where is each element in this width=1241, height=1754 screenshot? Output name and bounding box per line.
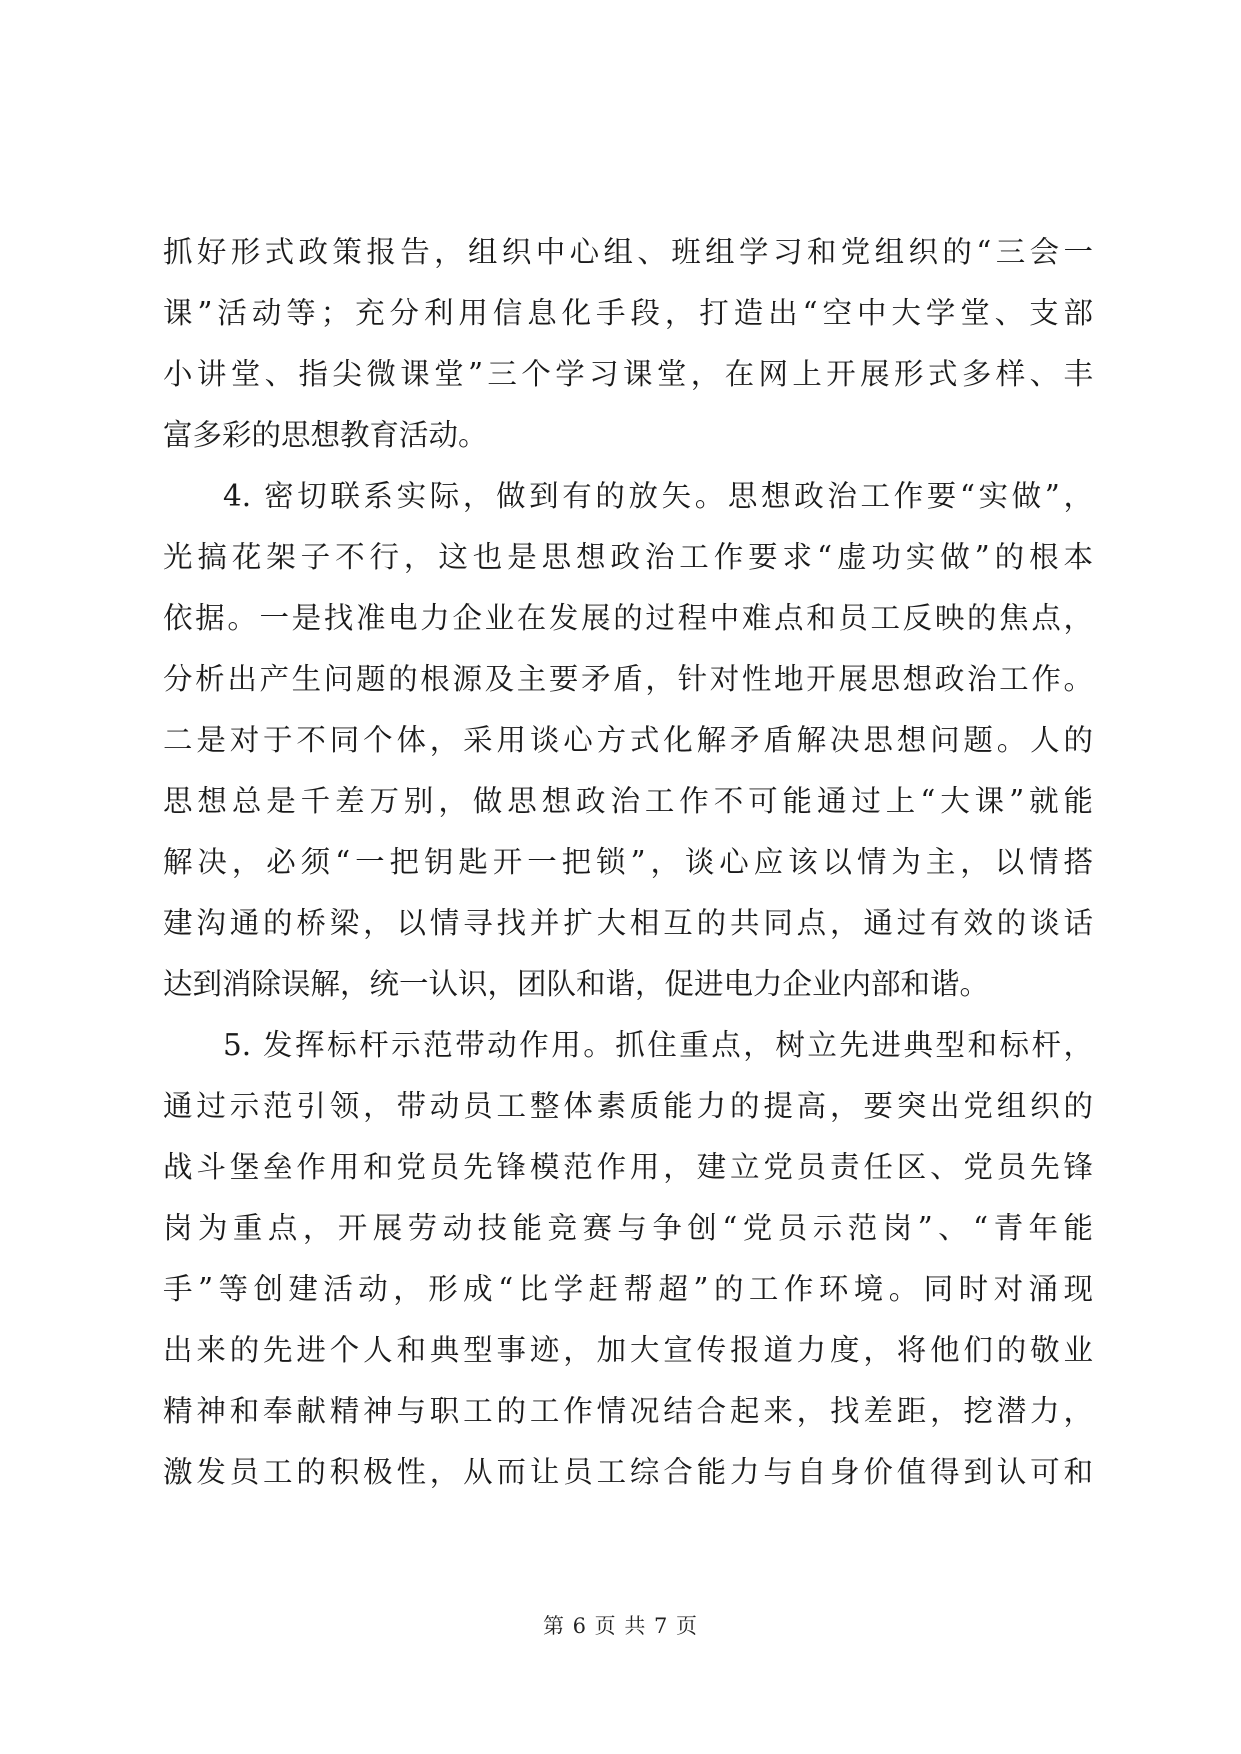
text-line: 达到消除误解，统一认识，团队和谐，促进电力企业内部和谐。	[163, 967, 990, 1001]
text-line: 5. 发挥标杆示范带动作用。抓住重点，树立先进典型和标杆，	[223, 1028, 1093, 1062]
text-line: 二是对于不同个体，采用谈心方式化解矛盾解决思想问题。人的	[163, 723, 1093, 757]
text-line: 小讲堂、指尖微课堂”三个学习课堂，在网上开展形式多样、丰	[163, 357, 1093, 391]
text-line: 4. 密切联系实际，做到有的放矢。思想政治工作要“实做”，	[223, 479, 1093, 513]
text-line: 富多彩的思想教育活动。	[163, 418, 488, 452]
text-line: 手”等创建活动，形成“比学赶帮超”的工作环境。同时对涌现	[163, 1272, 1093, 1306]
page-number-footer: 第 6 页 共 7 页	[542, 1614, 699, 1638]
text-line: 战斗堡垒作用和党员先锋模范作用，建立党员责任区、党员先锋	[163, 1150, 1093, 1184]
text-line: 光搞花架子不行，这也是思想政治工作要求“虚功实做”的根本	[163, 540, 1093, 574]
text-line: 出来的先进个人和典型事迹，加大宣传报道力度，将他们的敬业	[163, 1333, 1093, 1367]
text-line: 分析出产生问题的根源及主要矛盾，针对性地开展思想政治工作。	[163, 662, 1093, 696]
body-text	[163, 222, 1093, 1503]
text-line: 解决，必须“一把钥匙开一把锁”，谈心应该以情为主，以情搭	[163, 845, 1093, 879]
text-line: 建沟通的桥梁，以情寻找并扩大相互的共同点，通过有效的谈话	[163, 906, 1093, 940]
text-line: 激发员工的积极性，从而让员工综合能力与自身价值得到认可和	[163, 1455, 1093, 1489]
text-line: 通过示范引领，带动员工整体素质能力的提高，要突出党组织的	[163, 1089, 1093, 1123]
text-line: 思想总是千差万别，做思想政治工作不可能通过上“大课”就能	[163, 784, 1093, 818]
text-line: 依据。一是找准电力企业在发展的过程中难点和员工反映的焦点，	[163, 601, 1093, 635]
text-line: 精神和奉献精神与职工的工作情况结合起来，找差距，挖潜力，	[163, 1394, 1093, 1428]
text-line: 课”活动等；充分利用信息化手段，打造出“空中大学堂、支部	[163, 296, 1093, 330]
text-line: 岗为重点，开展劳动技能竞赛与争创“党员示范岗”、“青年能	[163, 1211, 1093, 1245]
text-line: 抓好形式政策报告，组织中心组、班组学习和党组织的“三会一	[163, 235, 1093, 269]
